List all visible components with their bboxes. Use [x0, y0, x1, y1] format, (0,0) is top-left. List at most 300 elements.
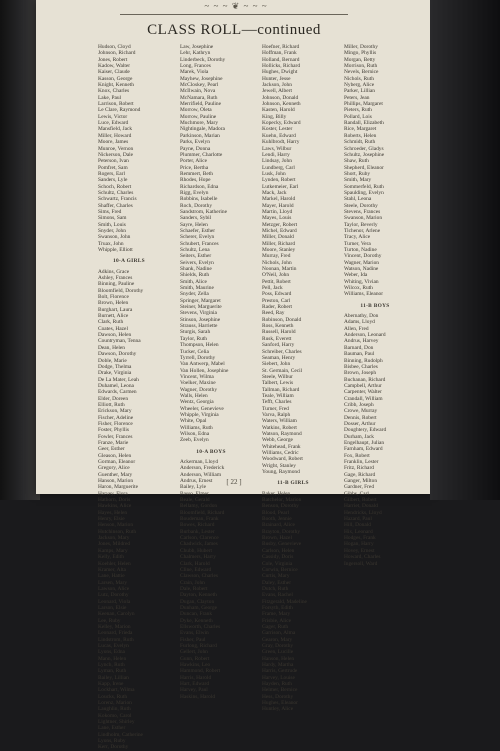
student-name: Farnham, Edward [344, 446, 383, 453]
student-name: Miller, Howard [98, 132, 132, 139]
student-name: Fisher, Paul [180, 636, 206, 643]
student-name: Short, Ruby [344, 170, 371, 177]
student-name: Ellsworth, Charles [180, 623, 221, 630]
student-name: Tallman, Richard [262, 386, 300, 393]
student-name: Countryman, Tenna [98, 338, 141, 345]
student-name: Jewell, Albert [262, 88, 292, 95]
student-name: Chalmers, Harry [180, 554, 216, 561]
student-name: O'Neil, John [262, 272, 290, 279]
student-name: Schultz, Lena [180, 247, 210, 253]
student-name: Baker, Helen [262, 490, 291, 497]
student-name: Bailey, Lillian [98, 674, 129, 681]
student-name: Talbert, Lewis [262, 380, 294, 387]
student-name: Hodges, Frank [344, 535, 376, 542]
page-title: CLASS ROLL—continued [147, 22, 321, 38]
student-name: Hanson, Marion [98, 478, 134, 485]
student-name: Dean, Helen [98, 344, 125, 351]
student-name: Hawkins, Leo [180, 662, 211, 668]
student-name: Anderson, Leonard [344, 332, 386, 339]
student-name: Rigg, Evelyn [180, 189, 209, 196]
student-name: Doble, Marie [98, 357, 127, 364]
student-name: Lendi, Harry [262, 151, 290, 158]
student-name: Johnson, Richard [98, 50, 136, 57]
document-page [36, 0, 432, 751]
student-name: Crowe, Murray [344, 408, 378, 415]
student-name: Hart, Edward [180, 681, 210, 688]
student-name: Schroeder, Gladys [344, 145, 384, 152]
student-name: Crandall, William [344, 395, 383, 402]
student-name: Parker, Lillian [344, 88, 375, 95]
student-name: Randall, Elizabeth [344, 120, 384, 127]
student-name: Burghart, Laura [98, 306, 133, 313]
student-name: Ganger, Milton [344, 478, 378, 485]
student-name: Remmert, Beth [180, 170, 213, 177]
student-name: Coates, Hazel [98, 325, 128, 332]
student-name: Lucas, Evelyn [98, 642, 129, 649]
student-name: Lockhart, Wilma [98, 687, 135, 694]
student-name: Kasson, George [98, 75, 133, 82]
student-name: Kuehn, Edward [262, 132, 296, 139]
student-name: McNamara, Ruth [180, 94, 218, 101]
student-name: Wagner, Dorothy [180, 386, 218, 393]
student-name: Robbins, Isabelle [180, 196, 218, 203]
student-name: Markel, Harold [262, 196, 296, 203]
student-name: Snyder, Zella [180, 291, 209, 298]
student-name: Gage, Richard [344, 471, 376, 478]
student-name: Jackson, Mary [98, 535, 130, 542]
student-name: Smith, Alice [180, 278, 207, 285]
student-name: Bisbee, Charles [344, 363, 378, 370]
student-name: Gray, Dorothy [262, 642, 294, 649]
student-name: Nickerson, Dale [98, 151, 134, 158]
student-name: Swanson, Marion [344, 215, 383, 222]
student-name: Beale, Gerald [180, 497, 210, 504]
student-name: Hayes, Helen [98, 509, 128, 516]
student-name: Ross, Kenneth [262, 323, 294, 330]
student-name: Shepherd, Eleanor [344, 164, 384, 171]
student-name: Schreiber, Charles [262, 348, 302, 355]
student-name: Gager, Ruth [262, 623, 289, 630]
student-name: Truax, John [98, 240, 124, 247]
student-name: Anderson, William [180, 471, 222, 478]
student-name: Franze, Marie [98, 439, 129, 446]
student-name: De La Mater, Leah [98, 376, 139, 383]
student-name: Wright, Stanley [262, 462, 296, 469]
student-name: Richardson, Edna [180, 183, 219, 190]
student-name: Schaefer, Esther [180, 227, 216, 234]
student-name: Le Clare, Raymond [98, 107, 141, 114]
student-name: Shaw, Ruth [344, 158, 369, 165]
student-name: Mansfield, Jack [98, 126, 133, 133]
student-name: Van Hollen, Josephine [180, 367, 229, 374]
student-name: Bauman, Paul [344, 351, 375, 358]
student-name: Pieters, Ruth [344, 107, 372, 114]
student-name: Brayton, Dorothy [262, 528, 301, 535]
student-name: Lutkemeier, Earl [262, 183, 299, 190]
student-name: Campbell, Arthur [344, 382, 382, 389]
student-name: Burbank, Lester [180, 528, 215, 535]
student-name: Frisbie, Alice [262, 617, 292, 624]
student-name: Woodward, Robert [262, 456, 303, 463]
student-name: Mayes, Louis [262, 215, 292, 222]
student-name: Schoch, Robert [98, 183, 132, 190]
student-name: Preston, Carl [262, 297, 291, 304]
student-name: Whiting, Vivian [344, 278, 379, 285]
student-name: Binning, Rudolph [344, 357, 383, 364]
student-name: Martin, Lloyd [262, 208, 293, 215]
student-name: Mayhew, Josephine [180, 75, 223, 82]
student-name: Wilcox, Ruth [344, 285, 373, 292]
student-name: Corwin, Bernice [262, 566, 298, 573]
student-name: Elder, Doreen [98, 395, 129, 402]
student-name: Taylor, Beverly [344, 221, 378, 228]
student-name: Pollard, Lois [344, 113, 372, 120]
roll-column-3 [260, 44, 326, 713]
student-name: Abernathy, Don [344, 313, 379, 320]
student-name: Clark, Ruth [98, 319, 124, 326]
student-name: Lutz, Dorothy [98, 592, 129, 599]
student-name: Fischer, Adeline [98, 414, 134, 421]
student-name: Dale, Robert [180, 585, 208, 592]
student-name: Bloomfield, Richard [180, 509, 225, 516]
student-name: Hoefner, Richard [262, 44, 300, 50]
student-name: Gleason, Helen [98, 452, 132, 459]
student-name: Curtis, Mary [262, 573, 290, 580]
student-name: Gilbert, Robert [344, 497, 377, 504]
student-name: Kopecky, Edward [262, 120, 301, 127]
student-name: Lightner, Shirley [98, 719, 135, 726]
student-name: Steiner, Marguerite [180, 304, 222, 311]
student-name: Stahl, Leona [344, 196, 372, 203]
student-name: King, Billy [262, 113, 287, 120]
student-name: McCloskey, Pearl [180, 82, 219, 89]
student-name: Howard, Charles [344, 554, 381, 561]
student-name: Zeeb, Evelyn [180, 437, 209, 444]
student-name: Brainard, Alice [262, 522, 295, 529]
student-name: Stevens, Virginia [180, 310, 217, 317]
student-name: Gearon, Mary [262, 636, 293, 643]
student-name: Forsyth, Edith [262, 604, 293, 611]
roll-column-2 [178, 44, 244, 700]
student-name: Van Antwerp, Mabel [180, 361, 225, 368]
student-name: Ashley, Frances [98, 275, 133, 282]
student-name: Helmer, Bernice [262, 687, 298, 694]
student-name: Franklin, Lester [344, 459, 379, 465]
student-name: Muchmore, Mary [180, 120, 219, 127]
student-name: Whipple, Virginia [180, 411, 219, 418]
student-name: Keenan, Carolyn [98, 611, 135, 618]
student-name: Carlson, Helen [262, 547, 295, 554]
student-name: Foster, Phyllis [98, 427, 129, 434]
student-name: Furlong, Richard [180, 642, 217, 649]
student-name: Blood, Pearl [262, 509, 289, 516]
student-name: Bowes, Richard [180, 522, 215, 529]
student-name: Fisher, Florence [98, 420, 133, 427]
student-name: Cole, Virginia [262, 560, 293, 567]
section-heading: 10-A BOYS [196, 448, 226, 455]
student-name: Wilson, Edna [180, 430, 210, 437]
student-name: Dugan, Clayton [180, 598, 215, 605]
student-name: Hunter, Jesse [262, 75, 291, 82]
student-name: Buchanan, Richard [344, 376, 386, 383]
student-name: Walls, Helen [180, 392, 208, 399]
student-name: Harris, Harold [180, 674, 212, 681]
student-name: Basso, Elmer [180, 490, 209, 497]
student-name: Moore, James [98, 139, 129, 146]
student-name: Moore, Stanley [262, 247, 296, 253]
student-name: Nightingale, Madora [180, 126, 225, 133]
student-name: Cassidy, Doris [262, 554, 294, 561]
student-name: Hammond, Robert [180, 668, 221, 675]
page-number: [ 22 ] [226, 478, 242, 486]
student-name: Gunn, Robert [180, 655, 210, 662]
student-name: Duncan, Frank [180, 611, 213, 618]
student-name: Schmidt, Ruth [344, 139, 376, 146]
student-name: Harvey, Flora [98, 490, 128, 497]
student-name: Laws, Wilbur [262, 145, 292, 152]
student-name: Cline, Edward [180, 566, 212, 573]
student-name: Robinson, Donald [262, 316, 302, 323]
student-name: Brown, Hazel [262, 535, 292, 542]
student-name: Taylor, Ruth [180, 335, 207, 342]
student-name: Pell, Jack [262, 285, 283, 292]
student-name: Turton, Nadine [344, 247, 377, 253]
student-name: Hollicks, Richard [262, 63, 301, 70]
student-name: Sanford, Harry [262, 342, 295, 349]
student-name: Lorenz, Marion [98, 700, 132, 707]
student-name: Jones, Robert [98, 56, 128, 63]
student-name: Snyder, John [98, 227, 126, 234]
student-name: Boudeman, Frank [180, 516, 219, 523]
student-name: Daley, Esther [262, 579, 291, 586]
student-name: Henson, Marion [98, 522, 134, 529]
student-name: Jackson, John [262, 82, 292, 89]
student-name: McIlwain, Nova [180, 88, 216, 95]
student-name: Michel, Edward [262, 227, 297, 234]
student-name: Dutch, Ruth [262, 585, 289, 592]
student-name: Gorman, Eleanor [98, 459, 136, 465]
student-name: Williams, Cedric [262, 450, 299, 456]
student-name: Rader, Robert [262, 304, 293, 311]
student-name: Schubert, Frances [180, 240, 219, 247]
student-name: Harvey, Paul [180, 687, 208, 694]
student-name: Lynden, Robert [262, 177, 296, 184]
student-name: Fitzgerald, Madeline [262, 598, 307, 605]
student-name: Turner, Fred [262, 405, 289, 412]
student-name: Knight, Kenneth [98, 82, 134, 89]
student-name: Drake, Virginia [98, 370, 132, 377]
student-name: Porter, Alice [180, 158, 208, 165]
student-name: White, Opal [180, 418, 207, 425]
student-name: Allen, Fred [344, 325, 369, 332]
student-name: Mann, Helen [98, 655, 127, 662]
student-name: Siebert, John [262, 361, 291, 368]
student-name: Schultz, Josephine [344, 151, 385, 158]
student-name: Garrison, Alma [262, 630, 296, 637]
student-name: Morgan, Betty [344, 56, 376, 63]
student-name: Lawson, Alice [98, 585, 130, 592]
section-heading: 11-B GIRLS [277, 480, 309, 487]
student-name: Green, Lucille [262, 649, 294, 656]
student-name: Larrison, Robert [98, 101, 134, 108]
student-name: Steele, Wilbur [262, 373, 293, 380]
student-name: Evans, Elwin [180, 630, 209, 637]
student-name: Fox, Robert [344, 452, 370, 459]
student-name: Stinson, Josephine [180, 316, 221, 323]
student-name: Tyrrell, Dorothy [180, 354, 216, 361]
student-name: Lyons, Edna [98, 649, 125, 656]
student-name: Fritz, Richard [344, 465, 374, 472]
student-name: Andrus, Harvey [344, 338, 379, 345]
student-name: Sommerfeld, Ruth [344, 183, 384, 190]
student-name: Rusk, Everett [262, 335, 292, 342]
student-name: Hughes, Eleanor [262, 700, 298, 707]
student-name: Teale, William [262, 392, 294, 399]
top-ornament: ~ ~ ~ ❦ ~ ~ ~ [204, 1, 268, 11]
student-name: Benson, Dorothy [262, 503, 299, 510]
student-name: Simons, Sam [98, 215, 127, 222]
student-name: Harriet, Donald [344, 503, 378, 510]
roll-column-4 [342, 44, 408, 567]
student-name: Johnson, Kenneth [262, 101, 301, 108]
student-name: Dawson, Dorothy [98, 351, 137, 358]
student-name: Loucks, Ruth [98, 693, 128, 700]
student-name: Murray, Fred [262, 253, 291, 260]
student-name: Gregory, Alice [98, 465, 130, 472]
student-name: Mack, Jack [262, 189, 287, 196]
student-name: Rice, Margaret [344, 126, 377, 133]
student-name: Nichols, Ruth [344, 75, 374, 82]
student-name: Booth, Jennie [262, 516, 292, 523]
student-name: Kelley, Marion [98, 623, 131, 630]
student-name: Lyons, Ruby [98, 738, 126, 745]
student-name: Dawson, Helen [98, 332, 132, 339]
student-name: Marek, Viola [180, 69, 209, 76]
student-name: Engelhaupt, Julian [344, 439, 385, 446]
student-name: Duhamel, Leona [98, 382, 134, 389]
student-name: Hutchinson, Ruth [98, 528, 137, 535]
student-name: Kadow, Walter [98, 63, 131, 70]
student-name: Tucker, Celia [180, 348, 209, 355]
student-name: Carlson, Clarence [180, 535, 219, 542]
student-name: Harris, Gertrude [262, 668, 298, 675]
student-name: Kerr, Dorothy [98, 744, 129, 751]
student-name: Nichols, John [262, 259, 292, 266]
student-name: Hess, Dorothy [262, 693, 294, 700]
student-name: Merrifield, Pauline [180, 101, 222, 108]
student-name: Phillips, Margaret [344, 101, 383, 108]
student-name: Rhodes, Hope [180, 177, 211, 184]
student-name: Steele, Dorothy [344, 202, 378, 209]
student-name: Metzger, Robert [262, 221, 298, 228]
student-name: Hathorn, Doris [98, 497, 131, 504]
student-name: Kokomo, Carol [98, 712, 132, 719]
student-name: Tefft, Charles [262, 399, 292, 406]
section-heading: 11-B BOYS [360, 302, 390, 309]
student-name: Young, Raymond [262, 469, 300, 476]
student-name: Batchelor, Marion [262, 497, 302, 504]
student-name: Gibbs, Carl [344, 490, 369, 497]
student-name: Lane, Esther [98, 725, 126, 732]
student-name: Morrow, Pauline [180, 113, 217, 120]
student-name: Dosser, Arthur [344, 420, 376, 427]
student-name: Dyke, Kenneth [180, 617, 213, 624]
student-name: Varva, Ralph [262, 411, 291, 418]
student-name: Laughlin, Ruth [98, 706, 131, 713]
student-name: Dennis, Robert [344, 414, 377, 421]
student-name: Watson, Raymond [262, 430, 302, 437]
student-name: Seiters, Esther [180, 253, 212, 260]
student-name: Watkins, Robert [262, 424, 297, 431]
student-name: Poss, Edward [262, 291, 292, 298]
student-name: Hill, Donald [344, 522, 371, 529]
student-name: Bailey, Lyle [180, 484, 206, 491]
student-name: Voelker, Maxine [180, 380, 216, 387]
student-name: Haron, Marguerite [98, 484, 139, 491]
student-name: Bellamy, Gordon [180, 503, 218, 510]
student-name: Kelly, Edith [98, 554, 124, 561]
student-name: Kuhlbrodt, Harry [262, 139, 300, 146]
student-name: Brown, Joseph [344, 370, 377, 377]
student-name: Barnard, Don [344, 344, 374, 351]
roll-column-1 [96, 44, 162, 751]
student-name: Wagner, Marion [344, 259, 379, 266]
student-name: Bolt, Florence [98, 294, 129, 301]
student-name: Koster, Lester [262, 126, 293, 133]
student-name: Peterson, Ivan [98, 158, 129, 165]
student-name: Mingo, Phyllis [344, 50, 377, 57]
student-name: Vincent, Wilma [180, 373, 214, 380]
student-name: Hughes, Dwight [262, 69, 298, 76]
student-name: Erickson, Mary [98, 408, 132, 415]
student-name: Whitehead, Frank [262, 443, 301, 450]
student-name: Sandstrom, Katherine [180, 208, 228, 215]
student-name: Law, Josephine [180, 44, 214, 50]
student-name: Lindholm, Catherine [98, 731, 143, 738]
student-name: Roberts, Helen [344, 132, 377, 139]
student-name: Lusk, John [262, 170, 286, 177]
student-name: Hendricks, Lloyd [344, 509, 382, 516]
student-name: Busby, Genevieve [262, 541, 302, 548]
student-name: Luce, Edward [98, 120, 129, 127]
student-name: Pettit, Robert [262, 278, 291, 285]
student-name: Anderson, Frederick [180, 465, 225, 472]
student-name: Williams, Ruth [180, 424, 213, 431]
student-name: Adams, Lloyd [344, 319, 375, 326]
student-name: Strauss, Harriette [180, 323, 218, 330]
student-name: Smith, Louis [98, 221, 126, 228]
student-name: Stevens, Frances [344, 208, 381, 215]
student-name: Rogers, Earl [98, 170, 125, 177]
student-name: Johnson, Donald [262, 94, 299, 101]
student-name: Andrus, Ernest [180, 478, 213, 485]
student-name: Bloomfield, Dorothy [98, 287, 144, 294]
student-name: Dunham, George [180, 604, 218, 611]
student-name: Shank, Nadine [180, 266, 212, 273]
student-name: Smith, Mary [344, 177, 372, 184]
student-name: Linderbeck, Dorothy [180, 56, 226, 63]
top-rule [120, 14, 348, 15]
student-name: Durham, Jack [344, 433, 374, 440]
student-name: Miller, Donald [262, 234, 294, 241]
section-heading: 10-A GIRLS [113, 258, 145, 265]
student-name: Hardy, Martha [262, 662, 294, 668]
student-name: Mayer, Harold [262, 202, 294, 209]
student-name: Hawkins, Alice [98, 503, 132, 510]
student-name: Lindstrom, Ruth [98, 636, 134, 643]
student-name: Clark, Harold [180, 560, 210, 567]
student-name: Hogan, Harry [344, 541, 374, 548]
